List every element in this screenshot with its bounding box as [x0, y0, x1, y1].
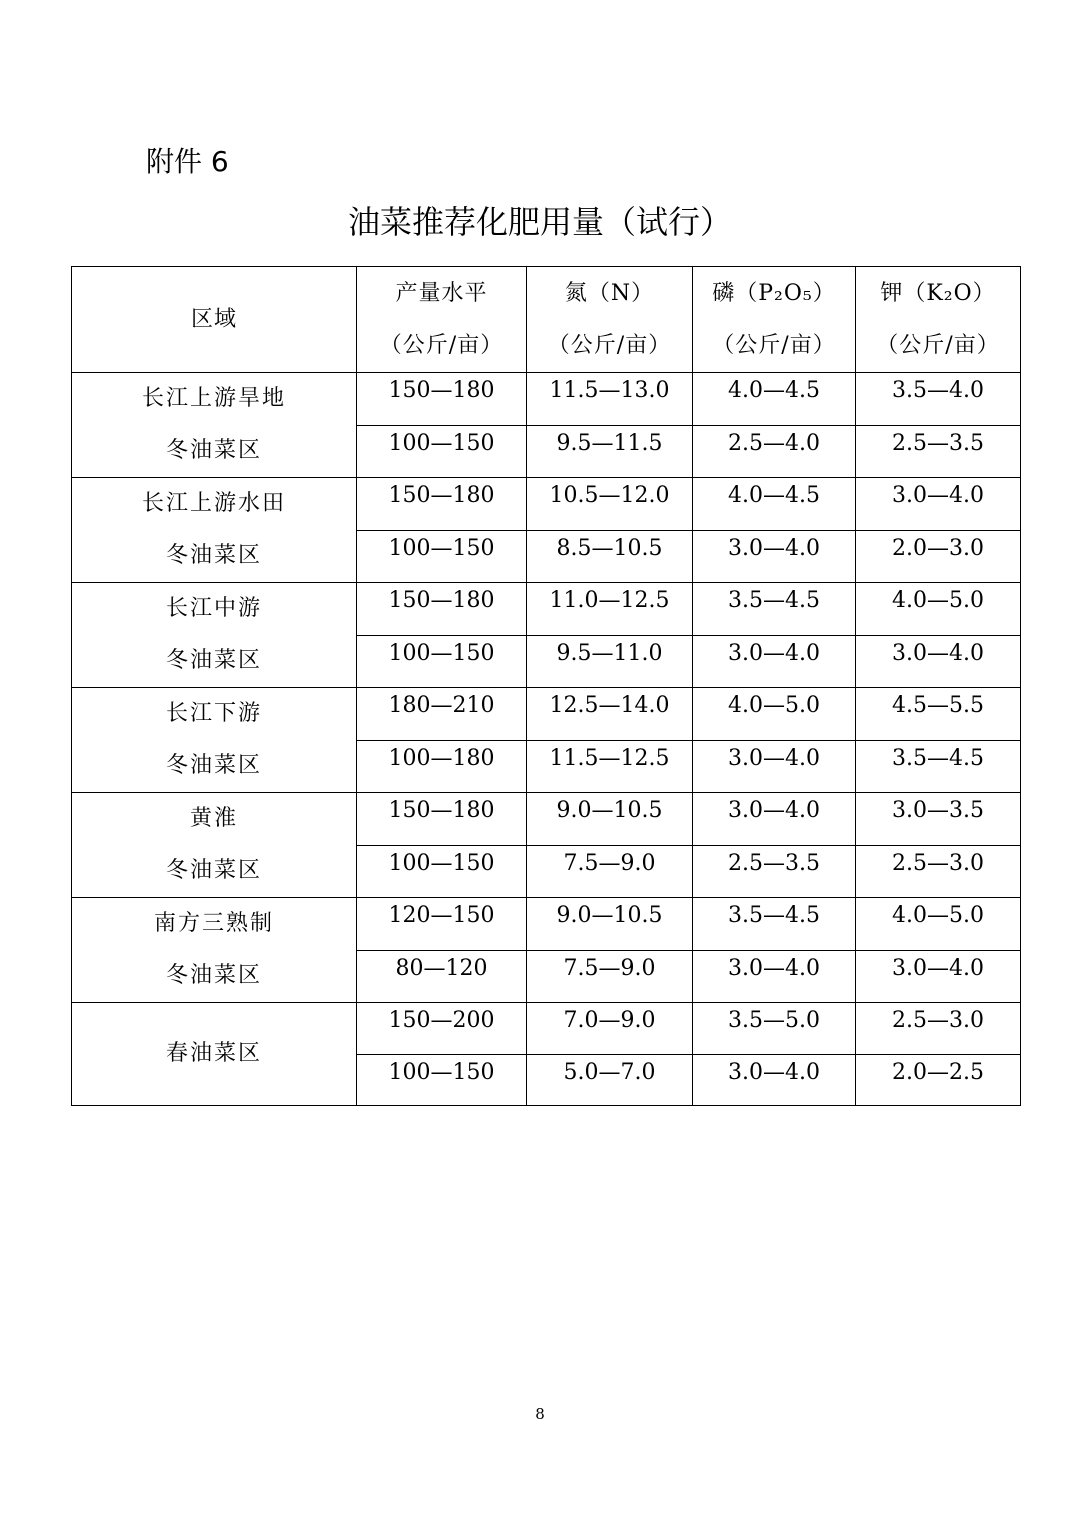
phosphorus-cell: 4.0—5.0 — [693, 688, 856, 741]
yield-cell: 120—150 — [357, 898, 527, 951]
nitrogen-cell: 12.5—14.0 — [527, 688, 693, 741]
column-header-line1: 区域 — [190, 306, 237, 332]
nitrogen-cell: 8.5—10.5 — [527, 530, 693, 583]
column-header-line2: （公斤/亩） — [712, 332, 836, 358]
phosphorus-cell: 3.0—4.0 — [693, 740, 856, 793]
potassium-cell: 2.0—3.0 — [856, 530, 1021, 583]
nitrogen-cell: 9.5—11.5 — [527, 425, 693, 478]
region-name-line2: 冬油菜区 — [165, 753, 262, 778]
phosphorus-cell: 2.5—4.0 — [693, 425, 856, 478]
region-name-line1: 长江上游水田 — [141, 491, 286, 516]
column-header-line2: （公斤/亩） — [876, 332, 1000, 358]
column-header-line2: （公斤/亩） — [379, 332, 504, 358]
region-cell — [72, 793, 357, 898]
yield-cell: 150—180 — [357, 373, 527, 426]
region-name-line2: 冬油菜区 — [165, 648, 262, 673]
phosphorus-cell: 3.5—5.0 — [693, 1003, 856, 1055]
region-name-line2: 冬油菜区 — [165, 543, 262, 568]
potassium-cell: 3.0—4.0 — [856, 478, 1021, 531]
region-name-line1: 春油菜区 — [165, 1041, 262, 1066]
nitrogen-cell: 10.5—12.0 — [527, 478, 693, 531]
region-name-line1: 长江下游 — [165, 701, 262, 726]
yield-cell: 80—120 — [357, 950, 527, 1003]
region-name-line2: 冬油菜区 — [165, 438, 262, 463]
region-name-line1: 南方三熟制 — [153, 911, 274, 936]
column-header-yield — [357, 267, 527, 373]
column-header-region — [72, 267, 357, 373]
phosphorus-cell: 3.0—4.0 — [693, 1054, 856, 1106]
nitrogen-cell: 11.0—12.5 — [527, 583, 693, 636]
table-body — [72, 373, 1021, 1106]
phosphorus-cell: 3.5—4.5 — [693, 583, 856, 636]
nitrogen-cell: 11.5—13.0 — [527, 373, 693, 426]
potassium-cell: 4.0—5.0 — [856, 583, 1021, 636]
column-header-potassium — [856, 267, 1021, 373]
table-row — [72, 478, 1021, 531]
potassium-cell: 2.0—2.5 — [856, 1054, 1021, 1106]
potassium-cell: 2.5—3.0 — [856, 1003, 1021, 1055]
region-cell — [72, 688, 357, 793]
column-header-nitrogen — [527, 267, 693, 373]
page-number: 8 — [535, 1405, 545, 1423]
phosphorus-cell: 3.5—4.5 — [693, 898, 856, 951]
fertilizer-table — [71, 266, 1021, 1106]
table-row — [72, 373, 1021, 426]
nitrogen-cell: 9.0—10.5 — [527, 793, 693, 846]
nitrogen-cell: 9.5—11.0 — [527, 635, 693, 688]
nitrogen-cell: 9.0—10.5 — [527, 898, 693, 951]
yield-cell: 100—150 — [357, 635, 527, 688]
column-header-line1: 氮（N） — [564, 280, 655, 306]
phosphorus-cell: 4.0—4.5 — [693, 478, 856, 531]
attachment-label: 附件 6 — [146, 145, 229, 178]
nitrogen-cell: 11.5—12.5 — [527, 740, 693, 793]
table-row — [72, 583, 1021, 636]
yield-cell: 100—180 — [357, 740, 527, 793]
region-name-line1: 黄淮 — [189, 806, 238, 831]
region-cell — [72, 583, 357, 688]
column-header-line2: （公斤/亩） — [547, 332, 672, 358]
potassium-cell: 3.5—4.0 — [856, 373, 1021, 426]
region-name-line1: 长江中游 — [165, 596, 262, 621]
phosphorus-cell: 2.5—3.5 — [693, 845, 856, 898]
yield-cell: 150—180 — [357, 478, 527, 531]
table-row — [72, 688, 1021, 741]
yield-cell: 100—150 — [357, 1054, 527, 1106]
potassium-cell: 4.0—5.0 — [856, 898, 1021, 951]
potassium-cell: 3.0—3.5 — [856, 793, 1021, 846]
phosphorus-cell: 3.0—4.0 — [693, 793, 856, 846]
yield-cell: 150—200 — [357, 1003, 527, 1055]
yield-cell: 100—150 — [357, 845, 527, 898]
potassium-cell: 2.5—3.5 — [856, 425, 1021, 478]
region-cell — [72, 478, 357, 583]
column-header-line1: 产量水平 — [395, 280, 488, 306]
nitrogen-cell: 7.5—9.0 — [527, 845, 693, 898]
yield-cell: 100—150 — [357, 530, 527, 583]
yield-cell: 180—210 — [357, 688, 527, 741]
potassium-cell: 2.5—3.0 — [856, 845, 1021, 898]
document-title: 油菜推荐化肥用量（试行） — [347, 203, 732, 241]
column-header-line1: 磷（P₂O₅） — [712, 280, 836, 306]
table-row — [72, 793, 1021, 846]
region-cell — [72, 1003, 357, 1106]
nitrogen-cell: 5.0—7.0 — [527, 1054, 693, 1106]
region-name-line1: 长江上游旱地 — [141, 386, 286, 411]
nitrogen-cell: 7.5—9.0 — [527, 950, 693, 1003]
table-header-row — [72, 267, 1021, 373]
potassium-cell: 3.0—4.0 — [856, 635, 1021, 688]
potassium-cell: 3.5—4.5 — [856, 740, 1021, 793]
yield-cell: 100—150 — [357, 425, 527, 478]
potassium-cell: 4.5—5.5 — [856, 688, 1021, 741]
region-name-line2: 冬油菜区 — [165, 858, 262, 883]
phosphorus-cell: 4.0—4.5 — [693, 373, 856, 426]
phosphorus-cell: 3.0—4.0 — [693, 950, 856, 1003]
phosphorus-cell: 3.0—4.0 — [693, 635, 856, 688]
column-header-line1: 钾（K₂O） — [880, 280, 996, 306]
nitrogen-cell: 7.0—9.0 — [527, 1003, 693, 1055]
table-row — [72, 1003, 1021, 1055]
phosphorus-cell: 3.0—4.0 — [693, 530, 856, 583]
region-cell — [72, 373, 357, 478]
yield-cell: 150—180 — [357, 793, 527, 846]
potassium-cell: 3.0—4.0 — [856, 950, 1021, 1003]
region-name-line2: 冬油菜区 — [165, 963, 262, 988]
region-cell — [72, 898, 357, 1003]
table-row — [72, 898, 1021, 951]
yield-cell: 150—180 — [357, 583, 527, 636]
column-header-phosphorus — [693, 267, 856, 373]
